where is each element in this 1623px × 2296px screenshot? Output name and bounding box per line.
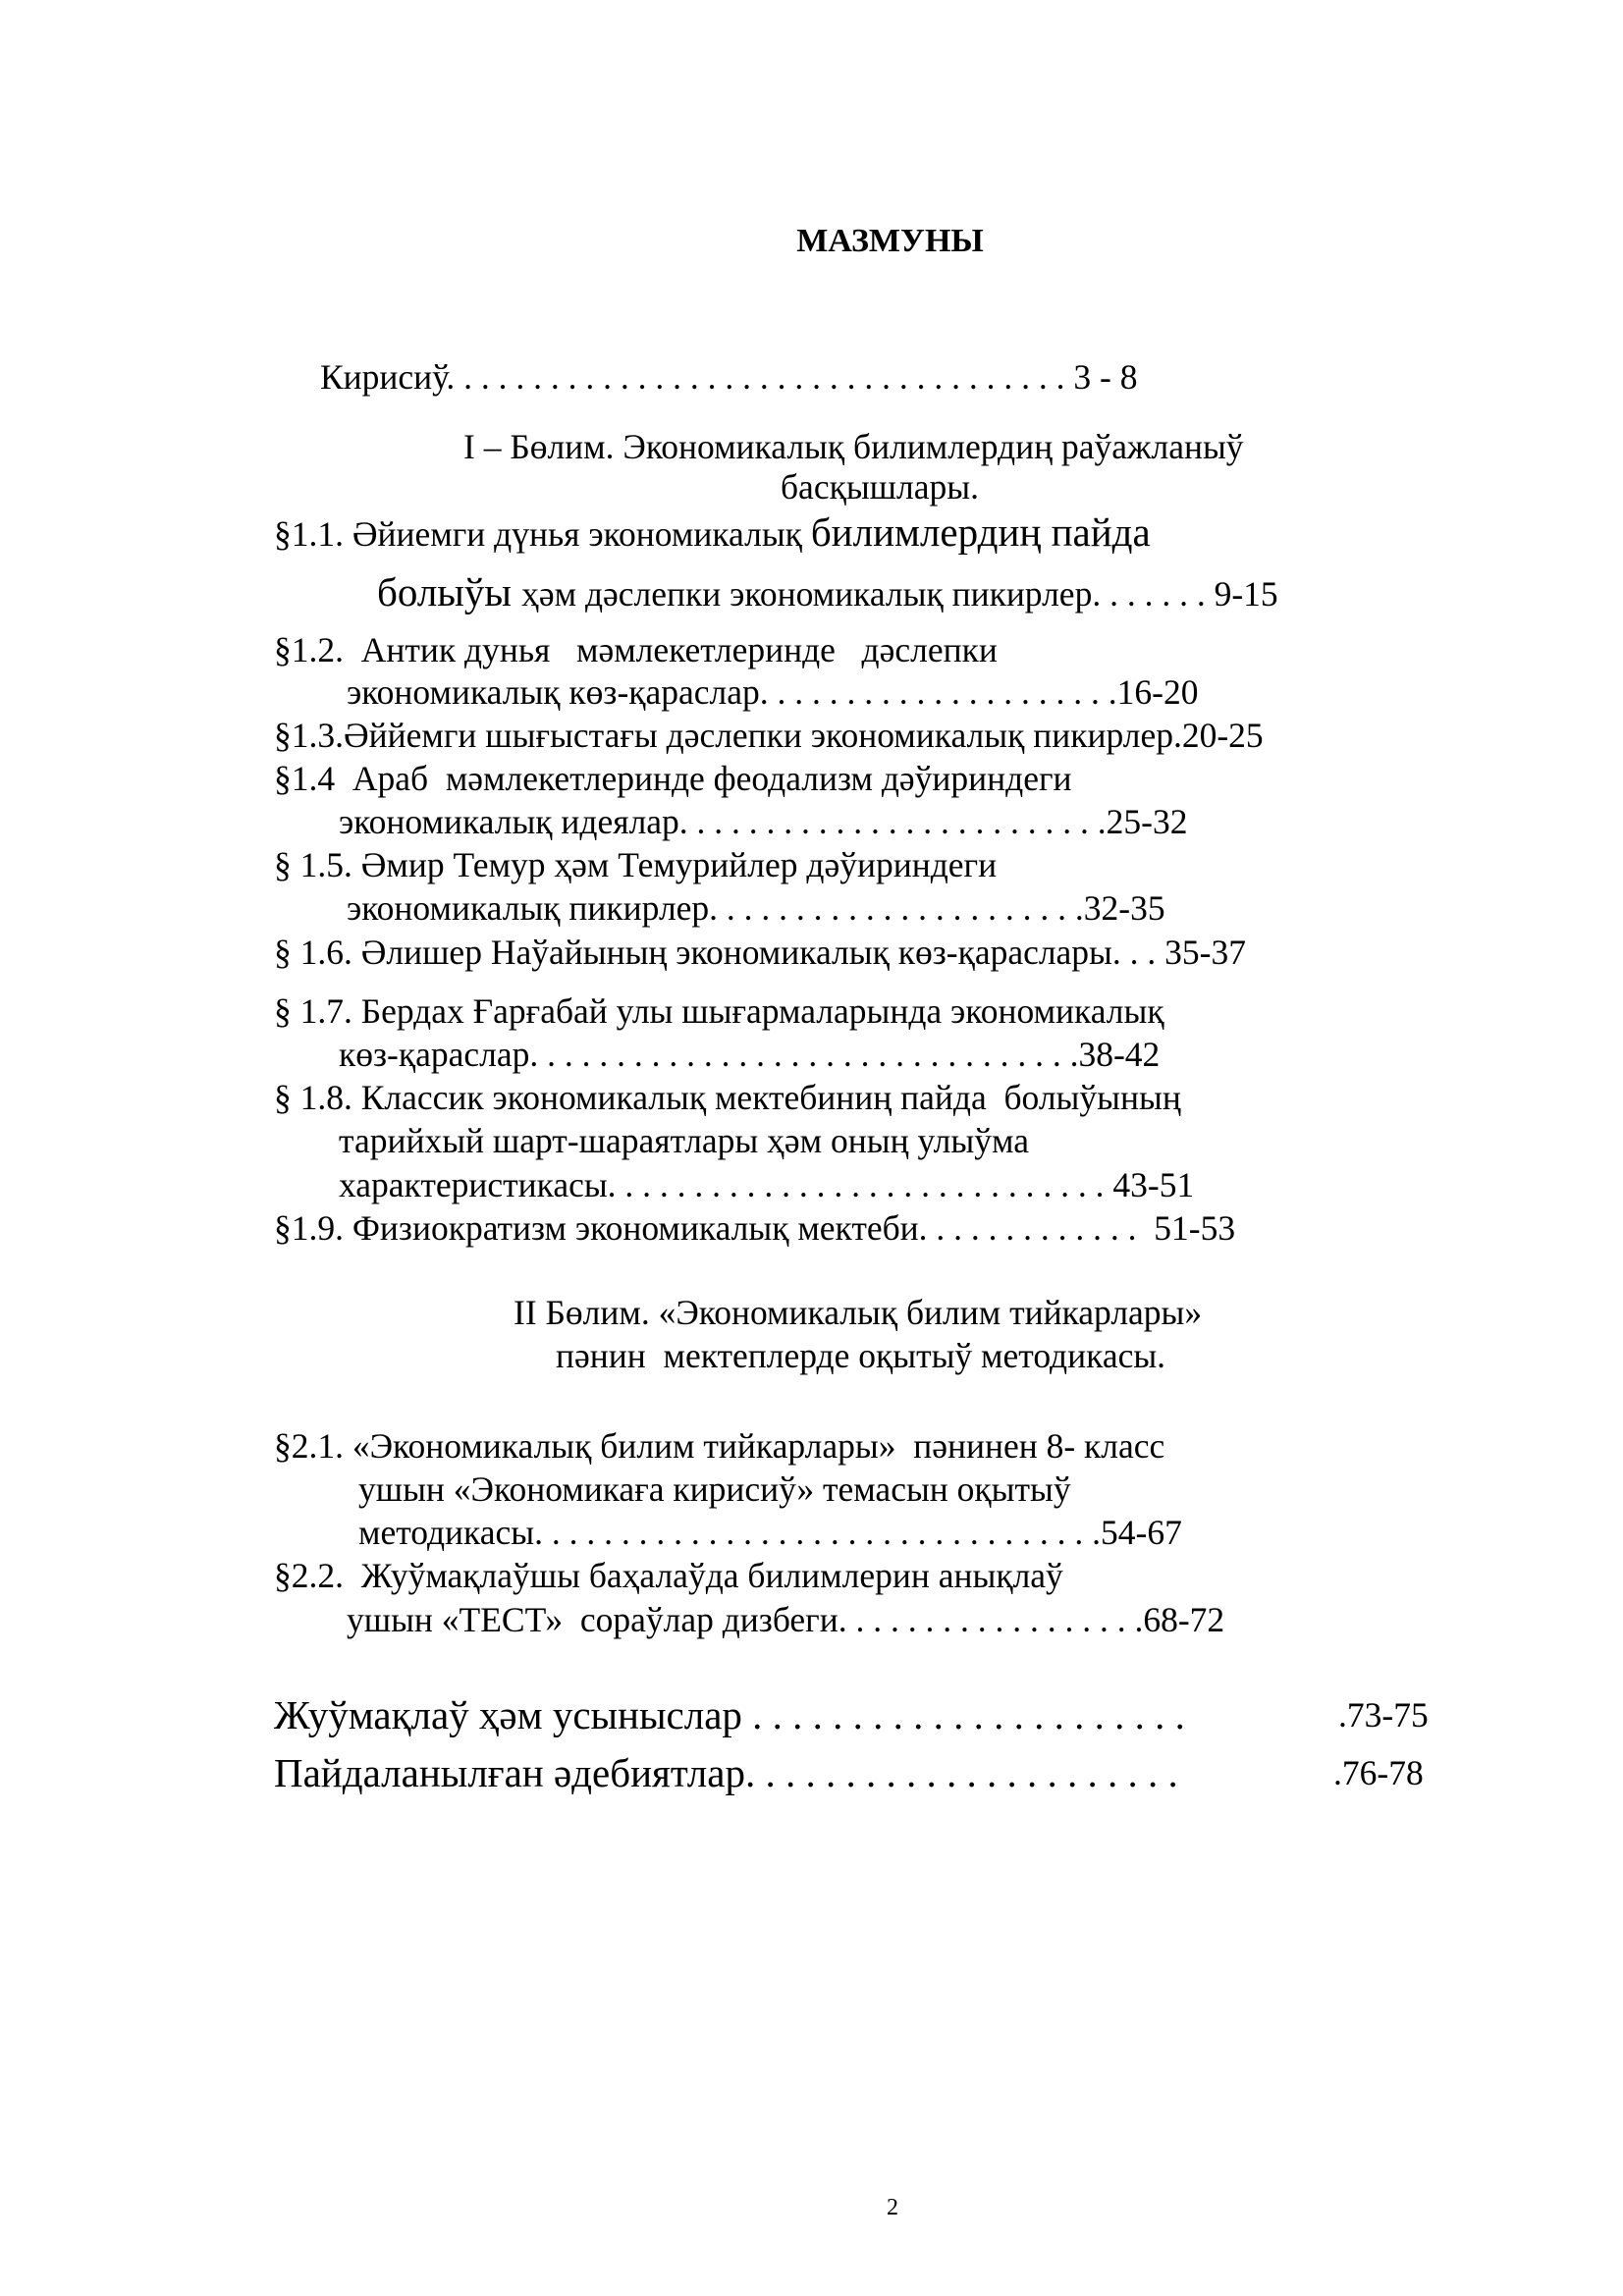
toc-entry-1-1-text: §1.1. Әйиемги дүнья экономикалық xyxy=(274,514,811,554)
toc-entry-1-1-cont-large: болыўы xyxy=(377,569,522,614)
toc-entry-1-8-cont: тарийхый шарт-шараятлары ҳәм оның улыўма xyxy=(339,1121,1029,1160)
toc-entry-conclusion-pages: .73-75 xyxy=(1338,1695,1429,1735)
toc-entry-2-2-cont: ушын «ТЕСТ» сораўлар дизбеги. . . . . . . . . . . . . . . . . .68-72 xyxy=(347,1600,1225,1639)
part1-heading-cont: басқышлары. xyxy=(781,467,979,507)
toc-entry-1-2-cont: экономикалық көз-қараслар. . . . . . . . . . . . . . . . . . . . .16-20 xyxy=(347,672,1199,712)
toc-entry-1-2: §1.2. Антик дунья мәмлекетлеринде дәслепки xyxy=(274,630,998,669)
toc-entry-1-1-cont-text: ҳәм дәслепки экономикалық пикирлер. . . . . . . 9-15 xyxy=(521,574,1278,614)
toc-entry-1-4: §1.4 Араб мәмлекетлеринде феодализм дәўириндеги xyxy=(274,759,1072,798)
toc-entry-intro: Кирисиў. . . . . . . . . . . . . . . . . . . . . . . . . . . . . . . . . . . . 3 - 8 xyxy=(320,357,1138,397)
toc-entry-references-pages: .76-78 xyxy=(1333,1753,1424,1792)
toc-entry-1-7: § 1.7. Бердах Ғарғабай улы шығармаларында экономикалық xyxy=(274,991,1164,1031)
toc-entry-1-7-cont: көз-қараслар. . . . . . . . . . . . . . . . . . . . . . . . . . . . . . . .38-42 xyxy=(339,1035,1161,1074)
toc-entry-1-4-cont: экономикалық идеялар. . . . . . . . . . . . . . . . . . . . . . . . .25-32 xyxy=(339,802,1188,841)
toc-entry-2-2: §2.2. Жуўмақлаўшы баҳалаўда билимлерин анықлаў xyxy=(274,1556,1063,1595)
toc-entry-1-8: § 1.8. Классик экономикалық мектебиниң пайда болыўының xyxy=(274,1078,1181,1117)
toc-entry-2-1: §2.1. «Экономикалық билим тийкарлары» пәнинен 8- класс xyxy=(274,1426,1165,1466)
toc-entry-1-6: § 1.6. Әлишер Наўайының экономикалық көз-қараслары. . . 35-37 xyxy=(274,933,1246,972)
toc-entry-references: Пайдаланылған әдебиятлар. . . . . . . . . . . . . . . . . . . . . . xyxy=(274,1750,1178,1795)
toc-entry-1-3: §1.3.Әййемги шығыстағы дәслепки экономикалық пикирлер.20-25 xyxy=(274,716,1264,755)
part1-heading: I – Бөлим. Экономикалық билимлердиң раўажланыў xyxy=(463,427,1244,466)
toc-entry-1-9: §1.9. Физиократизм экономикалық мектеби. . . . . . . . . . . . . 51-53 xyxy=(274,1208,1236,1248)
page-title: МАЗМУНЫ xyxy=(796,223,984,259)
page-number: 2 xyxy=(887,2195,898,2220)
toc-entry-1-1-text-large: билимлердиң пайда xyxy=(810,509,1151,555)
part2-heading-cont: пәнин мектеплерде оқытыў методикасы. xyxy=(556,1336,1166,1375)
toc-entry-2-1-cont2: методикасы. . . . . . . . . . . . . . . . . . . . . . . . . . . . . . . . .54-67 xyxy=(358,1513,1182,1552)
toc-entry-conclusion: Жуўмақлаў ҳәм усыныслар . . . . . . . . . . . . . . . . . . . . . . xyxy=(274,1692,1185,1737)
part2-heading: II Бөлим. «Экономикалық билим тийкарлары» xyxy=(514,1293,1203,1332)
toc-entry-1-1-cont xyxy=(377,569,1278,614)
toc-entry-2-1-cont: ушын «Экономикаға кирисиў» темасын оқытыў xyxy=(358,1469,1071,1509)
toc-entry-1-5-cont: экономикалық пикирлер. . . . . . . . . . . . . . . . . . . . . .32-35 xyxy=(347,888,1165,928)
toc-entry-1-8-cont2: характеристикасы. . . . . . . . . . . . . . . . . . . . . . . . . . . . . 43-51 xyxy=(339,1165,1195,1204)
toc-entry-1-5: § 1.5. Әмир Темур ҳәм Темурийлер дәўириндеги xyxy=(274,845,998,884)
toc-entry-1-1 xyxy=(274,509,1151,555)
